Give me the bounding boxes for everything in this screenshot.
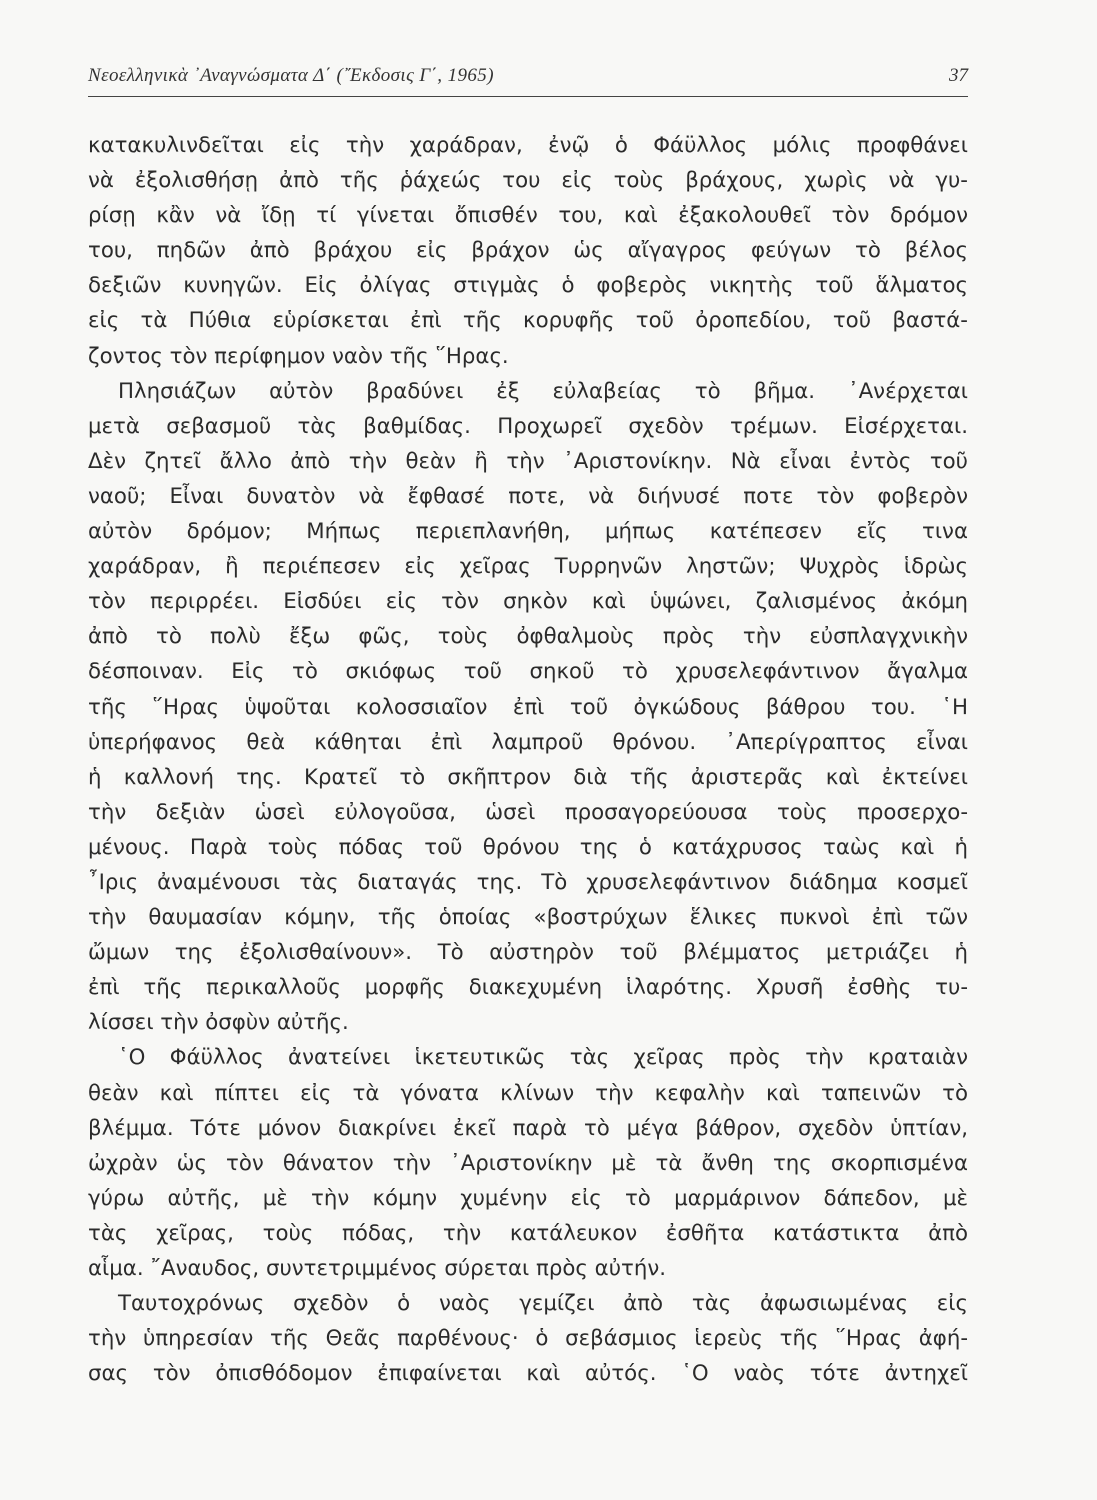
text-line: τὴν δεξιὰν ὡσεὶ εὐλογοῦσα, ὡσεὶ προσαγορεύουσα τοὺς προσερχο- (88, 799, 968, 825)
paragraph-2 (88, 374, 968, 1041)
text-line: νὰ ἐξολισθήσῃ ἀπὸ τῆς ῥάχεώς του εἰς τοὺς βράχους, χωρὶς νὰ γυ- (88, 168, 968, 194)
text-line: μένους. Παρὰ τοὺς πόδας τοῦ θρόνου της ὁ κατάχρυσος ταὼς καὶ ἡ (88, 834, 968, 860)
header-rule (88, 96, 968, 97)
text-line: ῾Ο Φάϋλλος ἀνατείνει ἱκετευτικῶς τὰς χεῖρας πρὸς τὴν κραταιὰν (118, 1045, 968, 1071)
text-line: τὴν ὑπηρεσίαν τῆς Θεᾶς παρθένους· ὁ σεβάσμιος ἱερεὺς τῆς ῞Ηρας ἀφή- (88, 1326, 968, 1352)
text-line: εἰς τὰ Πύθια εὑρίσκεται ἐπὶ τῆς κορυφῆς τοῦ ὀροπεδίου, τοῦ βαστά- (88, 308, 968, 334)
text-line: ζοντος τὸν περίφημον ναὸν τῆς ῞Ηρας. (88, 343, 509, 369)
text-line: θεὰν καὶ πίπτει εἰς τὰ γόνατα κλίνων τὴν κεφαλὴν καὶ ταπεινῶν τὸ (88, 1080, 968, 1106)
text-line: Ταυτοχρόνως σχεδὸν ὁ ναὸς γεμίζει ἀπὸ τὰς ἀφωσιωμένας εἰς (118, 1291, 968, 1317)
text-line: Πλησιάζων αὐτὸν βραδύνει ἐξ εὐλαβείας τὸ βῆμα. ᾿Ανέρχεται (118, 378, 968, 404)
text-line: ἀπὸ τὸ πολὺ ἔξω φῶς, τοὺς ὀφθαλμοὺς πρὸς τὴν εὐσπλαγχνικὴν (88, 624, 968, 650)
text-line: μετὰ σεβασμοῦ τὰς βαθμίδας. Προχωρεῖ σχεδὸν τρέμων. Εἰσέρχεται. (88, 413, 968, 439)
text-line: ναοῦ; Εἶναι δυνατὸν νὰ ἔφθασέ ποτε, νὰ διήνυσέ ποτε τὸν φοβερὸν (88, 483, 968, 509)
text-line: ὑπερήφανος θεὰ κάθηται ἐπὶ λαμπροῦ θρόνου. ᾿Απερίγραπτος εἶναι (88, 729, 968, 755)
text-line: του, πηδῶν ἀπὸ βράχου εἰς βράχον ὡς αἴγαγρος φεύγων τὸ βέλος (88, 238, 968, 264)
text-line: ὠχρὰν ὡς τὸν θάνατον τὴν ᾿Αριστονίκην μὲ τὰ ἄνθη της σκορπισμένα (88, 1150, 968, 1176)
text-line: γύρω αὐτῆς, μὲ τὴν κόμην χυμένην εἰς τὸ μαρμάρινον δάπεδον, μὲ (88, 1185, 968, 1211)
paragraph-3 (88, 1040, 968, 1286)
text-line: τὰς χεῖρας, τοὺς πόδας, τὴν κατάλευκον ἐσθῆτα κατάστικτα ἀπὸ (88, 1220, 968, 1246)
header-title: Νεοελληνικὰ ᾿Αναγνώσματα Δ΄ (῎Εκδοσις Γ΄, 1965) (88, 65, 494, 86)
text-line: τὴν θαυμασίαν κόμην, τῆς ὁποίας «βοστρύχων ἕλικες πυκνοὶ ἐπὶ τῶν (88, 905, 968, 931)
text-line: δεξιῶν κυνηγῶν. Εἰς ὀλίγας στιγμὰς ὁ φοβερὸς νικητὴς τοῦ ἅλματος (88, 273, 968, 299)
text-line: αἷμα. ῎Αναυδος, συντετριμμένος σύρεται πρὸς αὐτήν. (88, 1256, 667, 1281)
text-line: Δὲν ζητεῖ ἄλλο ἀπὸ τὴν θεὰν ἢ τὴν ᾿Αριστονίκην. Νὰ εἶναι ἐντὸς τοῦ (88, 448, 968, 474)
text-line: ὤμων της ἐξολισθαίνουν». Τὸ αὐστηρὸν τοῦ βλέμματος μετριάζει ἡ (88, 940, 968, 966)
text-line: χαράδραν, ἢ περιέπεσεν εἰς χεῖρας Τυρρηνῶν ληστῶν; Ψυχρὸς ἱδρὼς (88, 554, 968, 580)
text-line: βλέμμα. Τότε μόνον διακρίνει ἐκεῖ παρὰ τὸ μέγα βάθρον, σχεδὸν ὑπτίαν, (88, 1115, 968, 1141)
text-line: ἡ καλλονή της. Κρατεῖ τὸ σκῆπτρον διὰ τῆς ἀριστερᾶς καὶ ἐκτείνει (88, 764, 968, 790)
running-header (88, 62, 968, 102)
text-line: σας τὸν ὀπισθόδομον ἐπιφαίνεται καὶ αὐτός. ῾Ο ναὸς τότε ἀντηχεῖ (88, 1361, 968, 1387)
text-line: δέσποιναν. Εἰς τὸ σκιόφως τοῦ σηκοῦ τὸ χρυσελεφάντινον ἄγαλμα (88, 659, 968, 685)
page-number: 37 (949, 65, 968, 86)
paragraph-4 (88, 1286, 968, 1391)
body-text (88, 128, 968, 1391)
paragraph-1 (88, 128, 968, 374)
text-line: λίσσει τὴν ὀσφὺν αὐτῆς. (88, 1010, 349, 1036)
text-line: ῏Ιρις ἀναμένουσι τὰς διαταγάς της. Τὸ χρυσελεφάντινον διάδημα κοσμεῖ (88, 869, 968, 895)
text-line: κατακυλινδεῖται εἰς τὴν χαράδραν, ἐνῷ ὁ Φάϋλλος μόλις προφθάνει (88, 133, 968, 158)
text-line: ρίσῃ κἂν νὰ ἴδῃ τί γίνεται ὄπισθέν του, καὶ ἐξακολουθεῖ τὸν δρόμον (88, 203, 968, 229)
text-line: τὸν περιρρέει. Εἰσδύει εἰς τὸν σηκὸν καὶ ὑψώνει, ζαλισμένος ἀκόμη (88, 589, 968, 615)
text-line: τῆς ῞Ηρας ὑψοῦται κολοσσιαῖον ἐπὶ τοῦ ὀγκώδους βάθρου του. ῾Η (88, 694, 968, 720)
text-line: αὐτὸν δρόμον; Μήπως περιεπλανήθη, μήπως κατέπεσεν εἴς τινα (88, 519, 968, 545)
text-line: ἐπὶ τῆς περικαλλοῦς μορφῆς διακεχυμένη ἱλαρότης. Χρυσῆ ἐσθὴς τυ- (88, 975, 968, 1001)
